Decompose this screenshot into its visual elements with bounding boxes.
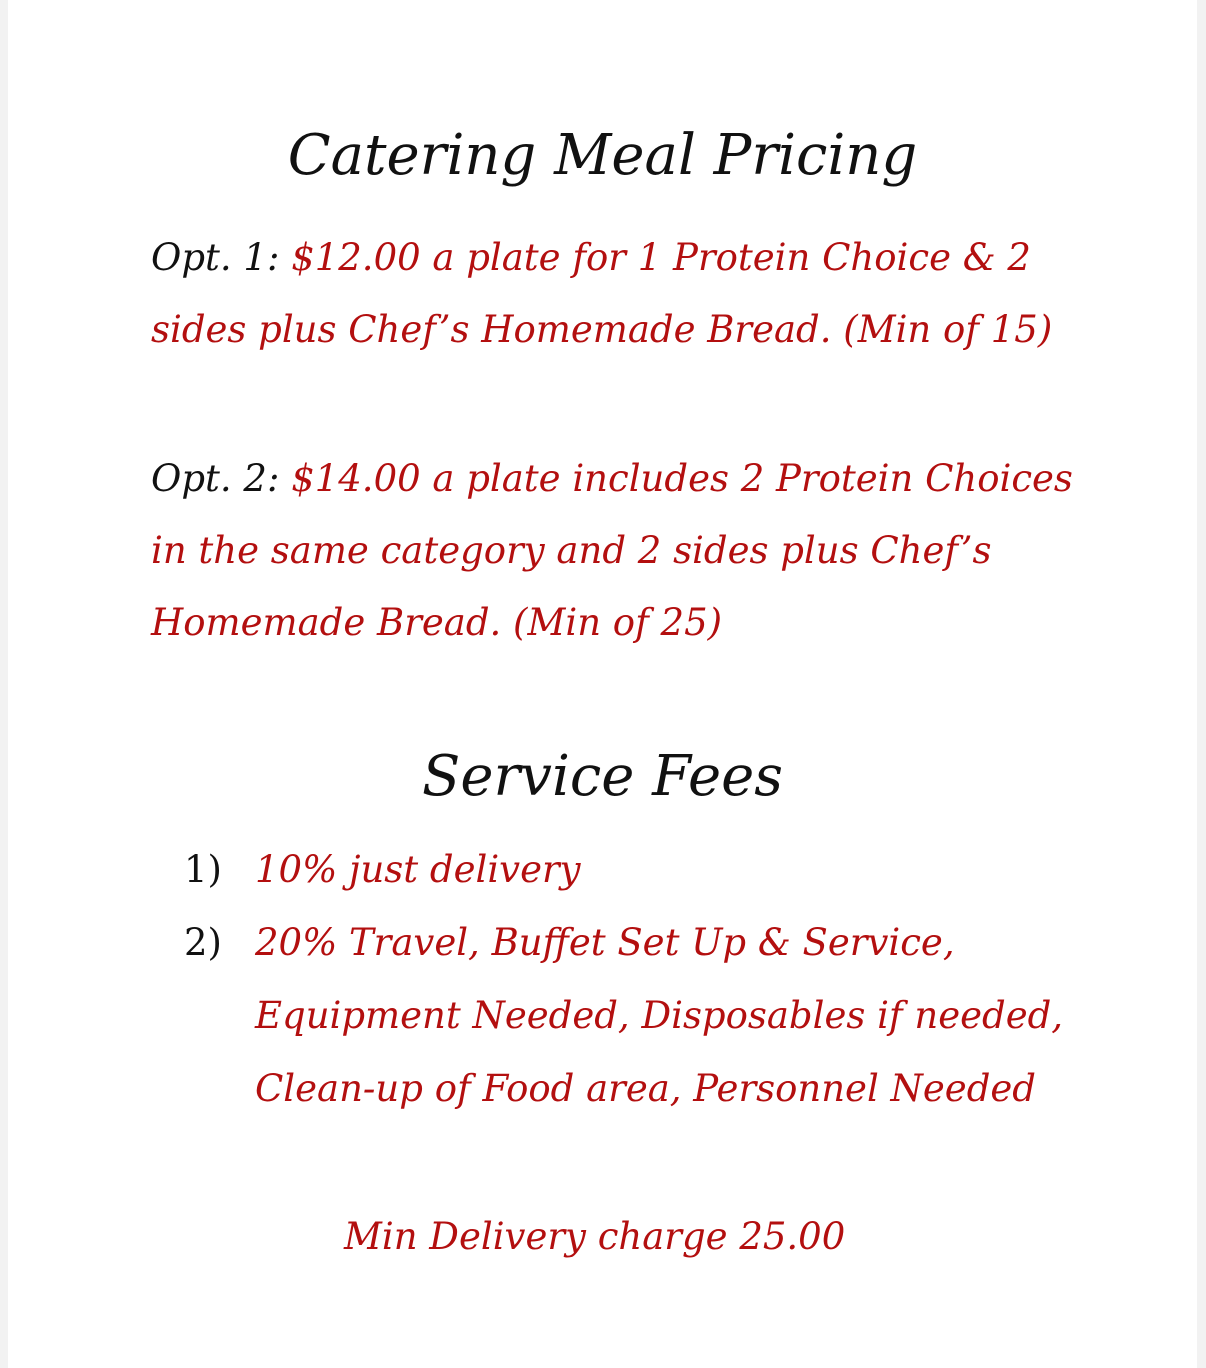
- option-2-label: Opt. 2:: [151, 457, 280, 500]
- list-item: [8, 906, 1075, 1125]
- service-fees-heading: Service Fees: [422, 744, 783, 809]
- option-1-label: Opt. 1:: [151, 236, 280, 279]
- option-1-text: $12.00 a plate for 1 Protein Choice & 2 sides plus Chef’s Homemade Bread. (Min of 15): [151, 236, 1053, 351]
- service-fees-list: [8, 833, 1197, 1125]
- option-2-text: $14.00 a plate includes 2 Protein Choices in the same category and 2 sides plus Chef’s Homemade Bread. (Min of 25): [151, 457, 1073, 644]
- menu-page: [8, 0, 1197, 1368]
- list-item-text: 20% Travel, Buffet Set Up & Service, Equipment Needed, Disposables if needed, Clean-up of Food area, Personnel Needed: [255, 921, 1064, 1110]
- list-item: [8, 833, 1075, 906]
- list-item-number: 1): [184, 848, 222, 891]
- page-title: Catering Meal Pricing: [287, 123, 918, 188]
- list-item-text: 10% just delivery: [255, 848, 581, 891]
- option-2: [151, 443, 1081, 659]
- option-1: [151, 222, 1081, 366]
- list-item-number: 2): [184, 921, 222, 964]
- min-delivery-charge: Min Delivery charge 25.00: [344, 1215, 846, 1258]
